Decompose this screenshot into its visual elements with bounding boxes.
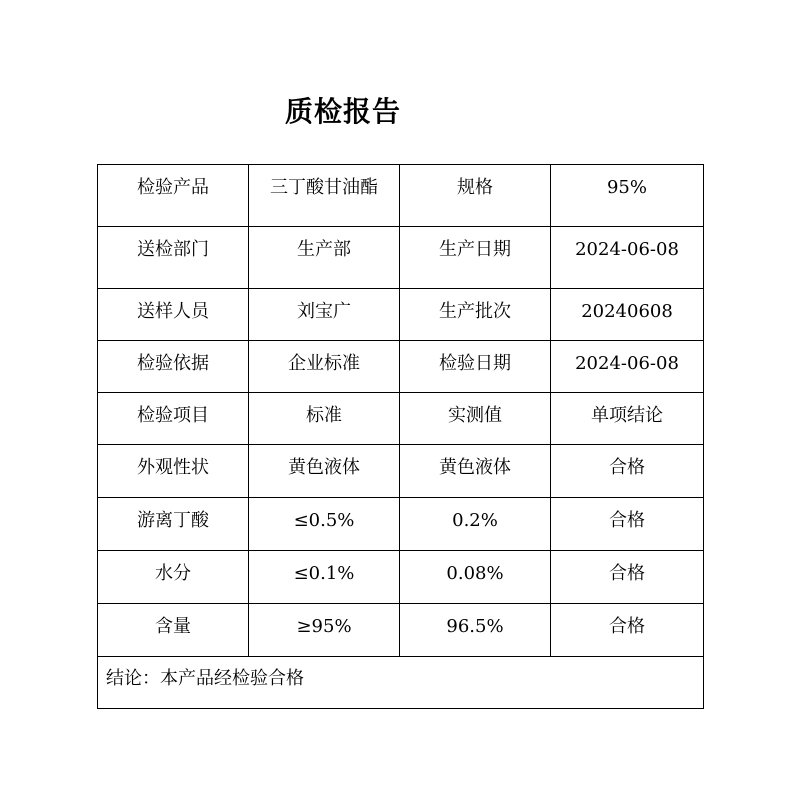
table-cell: ≤0.1% — [249, 551, 400, 604]
table-cell: 20240608 — [551, 289, 704, 341]
column-header: 检验项目 — [98, 393, 249, 445]
table-cell: 刘宝广 — [249, 289, 400, 341]
item-row-appearance — [98, 445, 704, 498]
table-cell: 0.08% — [400, 551, 551, 604]
table-cell: 三丁酸甘油酯 — [249, 165, 400, 227]
table-cell: 含量 — [98, 604, 249, 657]
quality-report-table — [97, 164, 704, 709]
table-cell: 生产批次 — [400, 289, 551, 341]
item-row-moisture — [98, 551, 704, 604]
table-cell: 黄色液体 — [400, 445, 551, 498]
table-cell: 合格 — [551, 445, 704, 498]
table-cell: 2024-06-08 — [551, 341, 704, 393]
table-cell: 外观性状 — [98, 445, 249, 498]
table-cell: ≤0.5% — [249, 498, 400, 551]
table-cell: 生产部 — [249, 227, 400, 289]
table-cell: 水分 — [98, 551, 249, 604]
item-row-free-butyric-acid — [98, 498, 704, 551]
table-cell: 生产日期 — [400, 227, 551, 289]
column-header: 单项结论 — [551, 393, 704, 445]
table-cell: 0.2% — [400, 498, 551, 551]
info-row-department — [98, 227, 704, 289]
table-cell: 检验日期 — [400, 341, 551, 393]
conclusion-row — [98, 657, 704, 709]
info-row-basis — [98, 341, 704, 393]
item-row-content — [98, 604, 704, 657]
info-row-sender — [98, 289, 704, 341]
table-cell: 送样人员 — [98, 289, 249, 341]
table-cell: ≥95% — [249, 604, 400, 657]
items-header-row — [98, 393, 704, 445]
table-cell: 96.5% — [400, 604, 551, 657]
table-cell: 企业标准 — [249, 341, 400, 393]
table-cell: 黄色液体 — [249, 445, 400, 498]
info-row-product — [98, 165, 704, 227]
table-cell: 95% — [551, 165, 704, 227]
table-cell: 检验产品 — [98, 165, 249, 227]
table-cell: 合格 — [551, 604, 704, 657]
column-header: 实测值 — [400, 393, 551, 445]
table-cell: 检验依据 — [98, 341, 249, 393]
table-cell: 送检部门 — [98, 227, 249, 289]
table-cell: 游离丁酸 — [98, 498, 249, 551]
conclusion-cell — [98, 657, 704, 709]
report-title: 质检报告 — [284, 95, 401, 128]
conclusion-text: 结论：本产品经检验合格 — [106, 668, 304, 689]
table-cell: 合格 — [551, 498, 704, 551]
table-cell: 2024-06-08 — [551, 227, 704, 289]
table-cell: 规格 — [400, 165, 551, 227]
table-cell: 合格 — [551, 551, 704, 604]
column-header: 标准 — [249, 393, 400, 445]
